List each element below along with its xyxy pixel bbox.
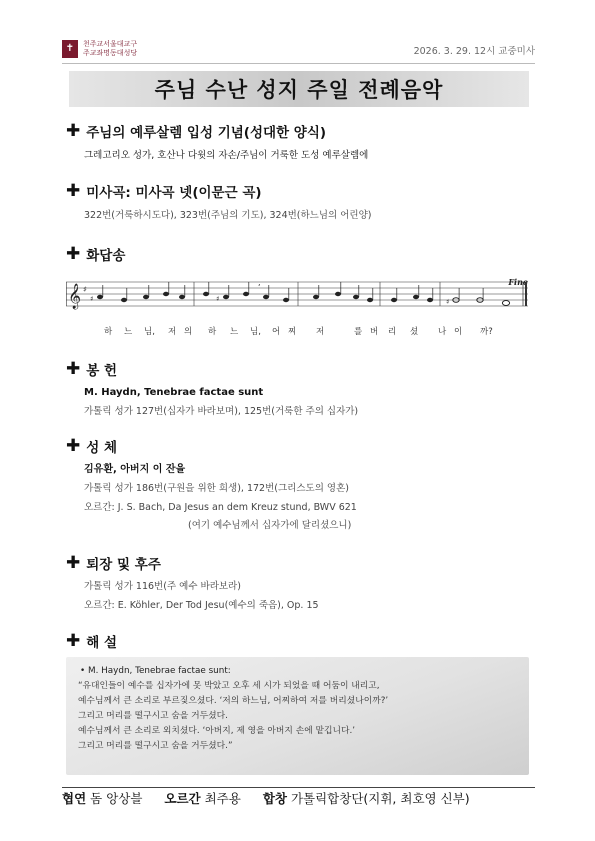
svg-text:,: , — [258, 278, 261, 287]
plus-icon: ✚ — [66, 243, 81, 264]
section-line: 그레고리오 성가, 호산나 다윗의 자손/주님이 거룩한 도성 예루살렘에 — [84, 150, 369, 161]
section-line: 오르간: E. Köhler, Der Tod Jesu(예수의 죽음), Op. 15 — [84, 600, 319, 611]
plus-icon: ✚ — [66, 552, 81, 573]
title-bar — [69, 71, 529, 107]
lyric-syllable: 셨 — [410, 327, 419, 337]
plus-icon: ✚ — [66, 630, 81, 651]
plus-icon: ✚ — [66, 120, 81, 141]
section-offertory — [66, 360, 535, 420]
svg-text:♯: ♯ — [446, 298, 450, 306]
section-commentary — [66, 632, 535, 650]
section-heading: 성 체 — [86, 440, 118, 456]
section-recessional — [66, 554, 535, 614]
section-entrance — [66, 122, 535, 164]
svg-text:♯: ♯ — [90, 295, 94, 303]
section-line: 가톨릭 성가 116번(주 예수 바라보라) — [84, 581, 241, 592]
section-line: 322번(거룩하시도다), 323번(주님의 기도), 324번(하느님의 어린양) — [84, 210, 372, 221]
plus-icon: ✚ — [66, 180, 81, 201]
credit-value: 최주용 — [204, 791, 241, 806]
section-heading: 해 설 — [86, 635, 118, 651]
credit-value: 돔 앙상블 — [90, 791, 143, 806]
lyric-syllable: 버 — [370, 327, 379, 337]
commentary-line: 그리고 머리를 떨구시고 숨을 거두셨다.” — [78, 741, 233, 751]
lyric-syllable: 하 — [208, 327, 217, 337]
lyric-syllable: 까? — [480, 327, 493, 337]
credit-value: 가톨릭합창단(지휘, 최호영 신부) — [290, 791, 470, 806]
section-line: 가톨릭 성가 186번(구원을 위한 희생), 172번(그리스도의 영혼) — [84, 483, 349, 494]
section-heading: 퇴장 및 후주 — [86, 557, 161, 573]
lyric-syllable: 저 — [168, 327, 177, 337]
credit-label: 오르간 — [164, 791, 201, 806]
lyric-syllable: 를 — [354, 327, 363, 337]
lyric-syllable: 느 — [124, 327, 133, 337]
church-logo — [62, 40, 137, 58]
section-mass-ordinary — [66, 182, 535, 224]
lyric-syllable: 나 — [438, 327, 447, 337]
section-line: 오르간: J. S. Bach, Da Jesus an dem Kreuz stund, BWV 621 — [84, 502, 357, 513]
header-divider — [62, 63, 535, 64]
svg-text:𝄞: 𝄞 — [68, 284, 82, 309]
lyric-syllable: 의 — [184, 327, 193, 337]
plus-icon: ✚ — [66, 358, 81, 379]
lyric-syllable: 님, — [144, 327, 155, 337]
credit-label: 합창 — [262, 791, 287, 806]
commentary-line: 예수님께서 큰 소리로 부르짖으셨다. ‘저의 하느님, 어찌하여 저를 버리셨나이까?’ — [78, 696, 389, 706]
lyric-syllable: 느 — [230, 327, 239, 337]
commentary-line: “유대인들이 예수를 십자가에 못 박았고 오후 세 시가 되었을 때 어둠이 내리고, — [78, 681, 380, 691]
section-line: 가톨릭 성가 127번(십자가 바라보며), 125번(거룩한 주의 십자가) — [84, 406, 359, 417]
section-heading: 미사곡: 미사곡 넷(이문근 곡) — [86, 185, 262, 201]
lyric-syllable: 하 — [104, 327, 113, 337]
psalm-score — [66, 276, 528, 314]
logo-text: 천주교서울대교구 주교좌명동대성당 — [83, 40, 138, 57]
section-line: M. Haydn, Tenebrae factae sunt — [84, 387, 264, 398]
svg-text:♯: ♯ — [216, 295, 220, 303]
commentary-line: 예수님께서 큰 소리로 외치셨다. ‘아버지, 제 영을 아버지 손에 맡깁니다.’ — [78, 726, 356, 736]
section-line: (여기 예수님께서 십자가에 달리셨으니) — [188, 520, 352, 531]
commentary-line: 그리고 머리를 떨구시고 숨을 거두셨다. — [78, 711, 228, 721]
commentary-box — [66, 657, 529, 775]
credit-label: 협연 — [62, 791, 87, 806]
psalm-lyrics — [66, 325, 528, 337]
lyric-syllable: 이 — [454, 327, 463, 337]
lyric-syllable: 리 — [388, 327, 397, 337]
mass-date: 2026. 3. 29. 12시 교중미사 — [413, 46, 535, 57]
plus-icon: ✚ — [66, 435, 81, 456]
svg-text:♯: ♯ — [83, 285, 87, 294]
commentary-line: • M. Haydn, Tenebrae factae sunt: — [80, 666, 231, 676]
lyric-syllable: 님, — [250, 327, 261, 337]
footer-credits — [62, 789, 535, 807]
cross-icon: ✝ — [62, 40, 78, 58]
footer-divider — [62, 787, 535, 788]
lyric-syllable: 어 — [272, 327, 281, 337]
lyric-syllable: 저 — [316, 327, 325, 337]
section-line: 김유환, 아버지 이 잔을 — [84, 464, 186, 475]
section-psalm — [66, 245, 535, 263]
page-title: 주님 수난 성지 주일 전례음악 — [154, 78, 444, 102]
lyric-syllable: 찌 — [288, 327, 297, 337]
fine-mark: Fine — [508, 277, 528, 287]
section-communion — [66, 437, 535, 534]
section-heading: 화답송 — [86, 248, 126, 264]
section-heading: 봉 헌 — [86, 363, 118, 379]
section-heading: 주님의 예루살렘 입성 기념(성대한 양식) — [86, 125, 327, 141]
